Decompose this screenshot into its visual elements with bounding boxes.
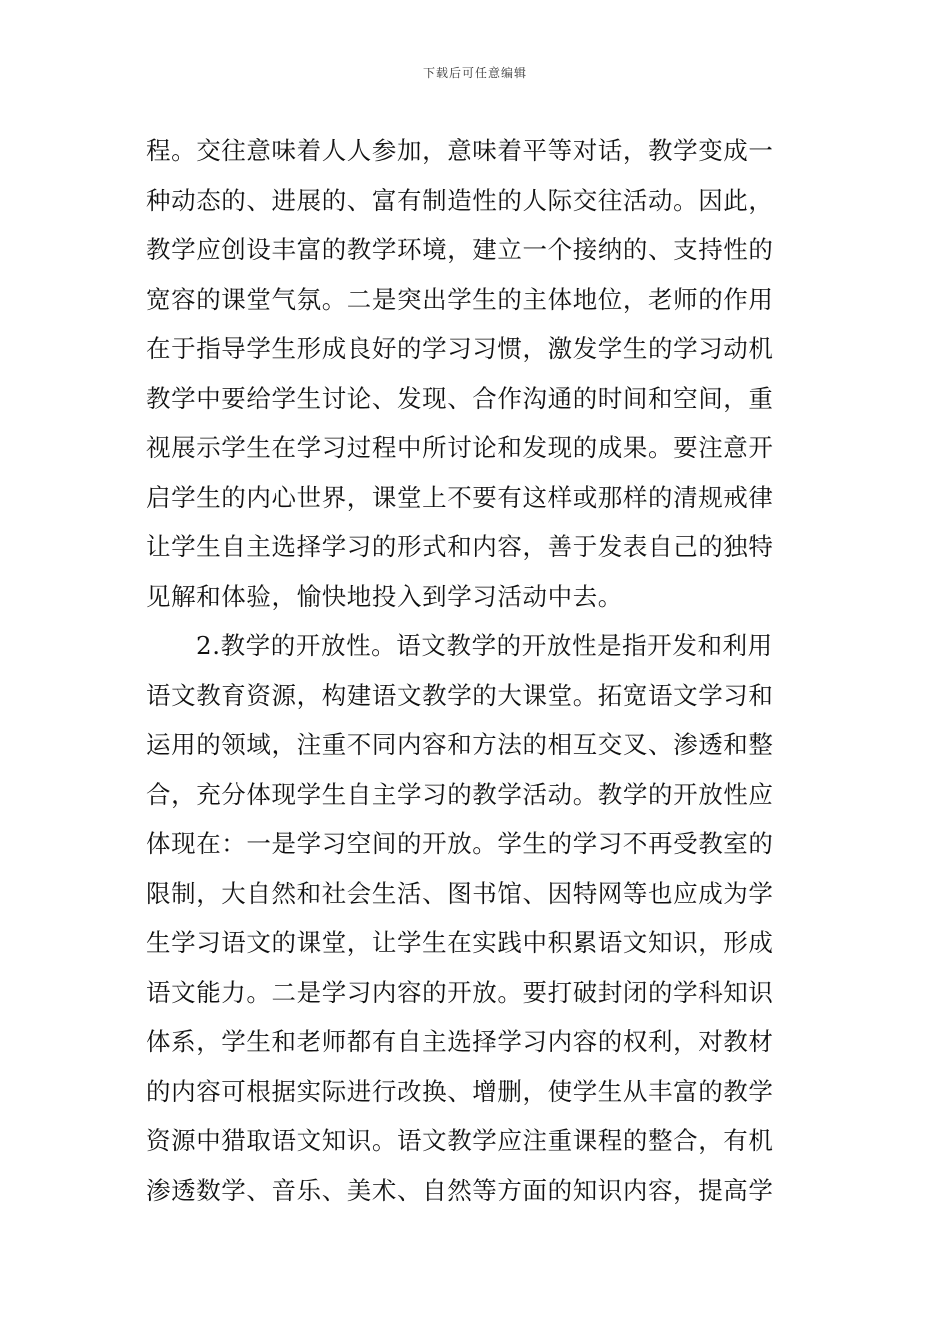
text-line: 语文能力。二是学习内容的开放。要打破封闭的学科知识 [146,977,774,1007]
text-line: 运用的领域，注重不同内容和方法的相互交叉、渗透和整 [146,730,774,759]
document-body [146,126,810,1215]
text-line: 视展示学生在学习过程中所讨论和发现的成果。要注意开 [146,433,774,462]
text-line: 语文教育资源，构建语文教学的大课堂。拓宽语文学习和 [146,680,774,710]
text-line: 限制，大自然和社会生活、图书馆、因特网等也应成为学 [146,878,774,908]
text-line: 合，充分体现学生自主学习的教学活动。教学的开放性应 [146,779,774,809]
text-line: 程。交往意味着人人参加，意味着平等对话，教学变成一 [146,136,774,165]
text-line: 启学生的内心世界，课堂上不要有这样或那样的清规戒律 [146,482,774,512]
text-line: 体现在：一是学习空间的开放。学生的学习不再受教室的 [146,829,774,858]
page-header-note: 下载后可任意编辑 [422,66,527,80]
text-line: 资源中猎取语文知识。语文教学应注重课程的整合，有机 [146,1126,774,1155]
text-line: 体系，学生和老师都有自主选择学习内容的权利，对教材 [146,1027,774,1056]
text-line: 渗透数学、音乐、美术、自然等方面的知识内容，提高学 [146,1175,774,1205]
text-line: 在于指导学生形成良好的学习习惯，激发学生的学习动机 [146,334,774,363]
text-line: 教学中要给学生讨论、发现、合作沟通的时间和空间，重 [146,383,774,413]
text-line: 教学应创设丰富的教学环境，建立一个接纳的、支持性的 [146,235,774,264]
text-line: 的内容可根据实际进行改换、增删，使学生从丰富的教学 [146,1076,774,1106]
paragraph-start-line: 2.教学的开放性。语文教学的开放性是指开发和利用 [196,631,773,660]
text-line: 见解和体验，愉快地投入到学习活动中去。 [146,581,623,611]
text-line: 种动态的、进展的、富有制造性的人际交往活动。因此， [146,185,774,215]
text-line: 让学生自主选择学习的形式和内容，善于发表自己的独特 [146,532,774,561]
text-line: 宽容的课堂气氛。二是突出学生的主体地位，老师的作用 [146,284,774,314]
text-line: 生学习语文的课堂，让学生在实践中积累语文知识，形成 [146,928,774,957]
